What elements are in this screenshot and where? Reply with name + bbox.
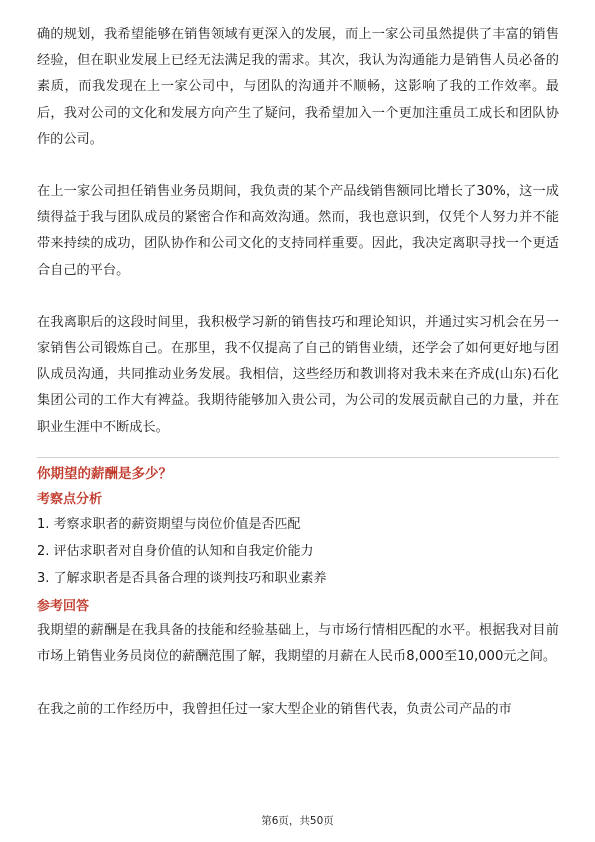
body-paragraph: 确的规划，我希望能够在销售领域有更深入的发展，而上一家公司虽然提供了丰富的销售经验，但在职业发展上已经无法满足我的需求。其次，我认为沟通能力是销售人员必备的素质，而我发现在上一家公司中，与团队的沟通并不顺畅，这影响了我的工作效率。最后，我对公司的文化和发展方向产生了疑问，我希望加入一个更加注重员工成长和团队协作的公司。 (37, 27, 559, 147)
analysis-point: 3. 了解求职者是否具备合理的谈判技巧和职业素养 (37, 570, 327, 586)
section-divider (37, 457, 559, 458)
page-footer: 第6页，共50页 (261, 815, 334, 827)
answer-paragraph: 在我之前的工作经历中，我曾担任过一家大型企业的销售代表，负责公司产品的市 (37, 702, 512, 718)
analysis-heading: 考察点分析 (37, 491, 103, 507)
interview-question: 你期望的薪酬是多少？ (37, 465, 172, 482)
answer-heading: 参考回答 (37, 598, 90, 614)
body-paragraph: 在上一家公司担任销售业务员期间，我负责的某个产品线销售额同比增长了30%，这一成绩得益于我与团队成员的紧密合作和高效沟通。然而，我也意识到，仅凭个人努力并不能带来持续的成功，团队协作和公司文化的支持同样重要。因此，我决定离职寻找一个更适合自己的平台。 (37, 184, 559, 278)
page-content (37, 22, 559, 723)
body-paragraph: 在我离职后的这段时间里，我积极学习新的销售技巧和理论知识，并通过实习机会在另一家销售公司锻炼自己。在那里，我不仅提高了自己的销售业绩，还学会了如何更好地与团队成员沟通，共同推动业务发展。我相信，这些经历和教训将对我未来在齐成(山东)石化集团公司的工作大有裨益。我期待能够加入贵公司，为公司的发展贡献自己的力量，并在职业生涯中不断成长。 (37, 314, 559, 435)
analysis-point: 1. 考察求职者的薪资期望与岗位价值是否匹配 (37, 516, 301, 532)
analysis-point: 2. 评估求职者对自身价值的认知和自我定价能力 (37, 543, 314, 559)
answer-paragraph: 我期望的薪酬是在我具备的技能和经验基础上，与市场行情相匹配的水平。根据我对目前市场上销售业务员岗位的薪酬范围了解，我期望的月薪在人民币8,000至10,000元之间。 (37, 622, 559, 665)
